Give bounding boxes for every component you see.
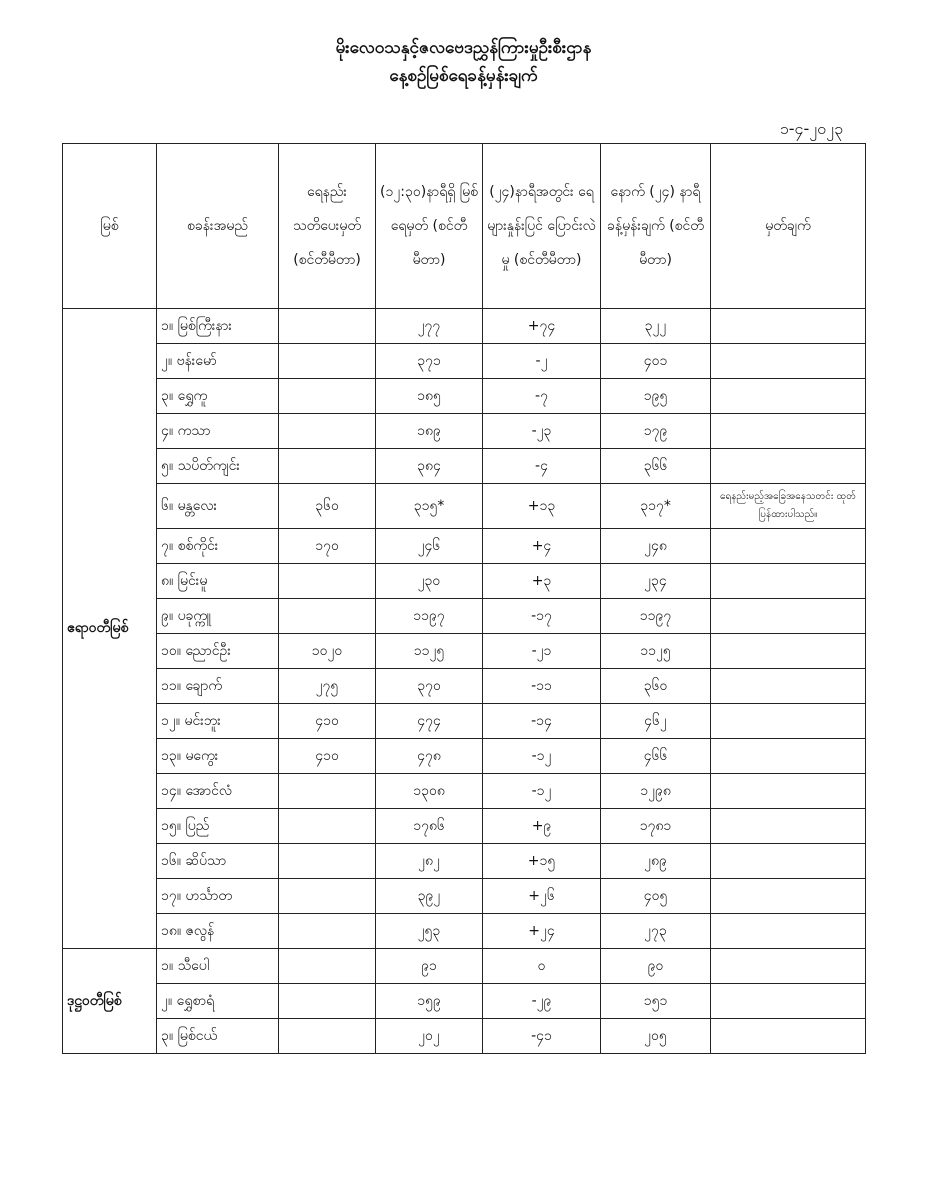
danger-cell: [279, 414, 376, 449]
level-cell: ၄၇၈: [376, 739, 483, 774]
danger-cell: [279, 309, 376, 344]
change-cell: +၉: [483, 809, 601, 844]
level-cell: ၃၇၁: [376, 344, 483, 379]
change-cell: -၁၄: [483, 704, 601, 739]
forecast-cell: ၂၈၉: [601, 844, 711, 879]
forecast-cell: ၄၀၁: [601, 344, 711, 379]
table-row: [63, 634, 866, 669]
change-cell: -၂၁: [483, 634, 601, 669]
remark-cell: [711, 414, 866, 449]
remark-cell: [711, 344, 866, 379]
station-cell: ၁။ မြစ်ကြီးနား: [157, 309, 279, 344]
change-cell: +၃: [483, 564, 601, 599]
forecast-cell: ၄၆၂: [601, 704, 711, 739]
level-cell: ၁၁၉၇: [376, 599, 483, 634]
table-row: [63, 529, 866, 564]
station-cell: ၆။ မန္တလေး: [157, 484, 279, 529]
danger-cell: [279, 774, 376, 809]
level-cell: ၃၁၅*: [376, 484, 483, 529]
remark-cell: [711, 634, 866, 669]
change-cell: -၁၂: [483, 739, 601, 774]
remark-cell: [711, 599, 866, 634]
station-cell: ၁၆။ ဆိပ်သာ: [157, 844, 279, 879]
level-cell: ၄၇၄: [376, 704, 483, 739]
remark-cell: [711, 564, 866, 599]
table-row: [63, 309, 866, 344]
change-cell: -၄၁: [483, 1019, 601, 1054]
change-cell: -၁၂: [483, 774, 601, 809]
station-cell: ၁၂။ မင်းဘူး: [157, 704, 279, 739]
forecast-cell: ၂၀၅: [601, 1019, 711, 1054]
change-cell: +၁၅: [483, 844, 601, 879]
station-cell: ၇။ စစ်ကိုင်း: [157, 529, 279, 564]
table-row: [63, 844, 866, 879]
level-cell: ၂၅၃: [376, 914, 483, 949]
change-cell: -၂: [483, 344, 601, 379]
danger-cell: ၂၇၅: [279, 669, 376, 704]
change-cell: +၂၆: [483, 879, 601, 914]
table-row: [63, 879, 866, 914]
remark-cell: [711, 844, 866, 879]
level-cell: ၂၄၆: [376, 529, 483, 564]
danger-cell: [279, 914, 376, 949]
table-row: [63, 414, 866, 449]
remark-cell: [711, 774, 866, 809]
remark-cell: [711, 704, 866, 739]
level-cell: ၁၈၉: [376, 414, 483, 449]
table-row: [63, 599, 866, 634]
station-cell: ၃။ ရွှေကူ: [157, 379, 279, 414]
report-title: နေ့စဉ်မြစ်ရေခန့်မှန်းချက်: [389, 66, 538, 86]
forecast-cell: ၂၃၄: [601, 564, 711, 599]
level-cell: ၂၇၇: [376, 309, 483, 344]
danger-cell: [279, 599, 376, 634]
forecast-cell: ၁၁၂၅: [601, 634, 711, 669]
table-row: [63, 344, 866, 379]
station-cell: ၂။ ရွှေစာရံ: [157, 984, 279, 1019]
forecast-cell: ၄၆၆: [601, 739, 711, 774]
forecast-cell: ၁၇၉: [601, 414, 711, 449]
level-cell: ၃၉၂: [376, 879, 483, 914]
level-cell: ၁၈၅: [376, 379, 483, 414]
water-level-table: [62, 143, 866, 1054]
remark-cell: [711, 1019, 866, 1054]
level-cell: ၁၇၈၆: [376, 809, 483, 844]
table-row: [63, 809, 866, 844]
level-cell: ၃၈၄: [376, 449, 483, 484]
level-cell: ၁၁၂၅: [376, 634, 483, 669]
station-cell: ၁၀။ ညောင်ဦး: [157, 634, 279, 669]
forecast-cell: ၁၁၉၇: [601, 599, 711, 634]
change-cell: -၄: [483, 449, 601, 484]
change-cell: -၇: [483, 379, 601, 414]
forecast-cell: ၁၇၈၁: [601, 809, 711, 844]
table-row: [63, 914, 866, 949]
danger-cell: [279, 984, 376, 1019]
forecast-cell: ၂၇၃: [601, 914, 711, 949]
danger-cell: [279, 379, 376, 414]
remark-cell: [711, 879, 866, 914]
col-river: မြစ်: [63, 144, 157, 309]
change-cell: -၁၇: [483, 599, 601, 634]
station-cell: ၅။ သပိတ်ကျင်း: [157, 449, 279, 484]
danger-cell: [279, 844, 376, 879]
danger-cell: ၁၀၂၀: [279, 634, 376, 669]
danger-cell: [279, 564, 376, 599]
table-header-row: [63, 144, 866, 309]
forecast-cell: ၃၆၆: [601, 449, 711, 484]
table-row: [63, 739, 866, 774]
change-cell: +၇၄: [483, 309, 601, 344]
remark-cell: [711, 809, 866, 844]
station-cell: ၃။ မြစ်ငယ်: [157, 1019, 279, 1054]
table-body: [63, 309, 866, 1054]
danger-cell: [279, 949, 376, 984]
document-header: [0, 34, 927, 90]
table-row: [63, 704, 866, 739]
remark-cell: [711, 309, 866, 344]
remark-cell: [711, 379, 866, 414]
table-row: [63, 449, 866, 484]
report-date: ၁-၄-၂၀၂၃: [779, 119, 843, 138]
danger-cell: [279, 449, 376, 484]
table-row: [63, 379, 866, 414]
danger-cell: ၁၇၀: [279, 529, 376, 564]
level-cell: ၁၅၉: [376, 984, 483, 1019]
remark-cell: ရေနည်းမည့်အခြေအနေသတင်း ထုတ်ပြန်ထားပါသည်။: [711, 484, 866, 529]
table-row: [63, 484, 866, 529]
river-name-cell: ဒုဋ္ဌဝတီမြစ်: [63, 949, 157, 1054]
station-cell: ၉။ ပခုက္ကူ: [157, 599, 279, 634]
forecast-cell: ၃၂၂: [601, 309, 711, 344]
danger-cell: [279, 809, 376, 844]
forecast-cell: ၁၉၅: [601, 379, 711, 414]
station-cell: ၈။ မြင်းမူ: [157, 564, 279, 599]
table-row: [63, 564, 866, 599]
table-row: [63, 949, 866, 984]
table-row: [63, 774, 866, 809]
remark-cell: [711, 669, 866, 704]
forecast-cell: ၁၂၉၈: [601, 774, 711, 809]
station-cell: ၁၄။ အောင်လံ: [157, 774, 279, 809]
col-station: စခန်းအမည်: [157, 144, 279, 309]
station-cell: ၁၃။ မကွေး: [157, 739, 279, 774]
station-cell: ၁၇။ ဟင်္သာတ: [157, 879, 279, 914]
change-cell: -၁၁: [483, 669, 601, 704]
remark-cell: [711, 984, 866, 1019]
col-forecast: နောက် (၂၄) နာရီ ခန့်မှန်းချက် (စင်တီမီတာ): [601, 144, 711, 309]
danger-cell: ၄၁၀: [279, 739, 376, 774]
change-cell: +၄: [483, 529, 601, 564]
station-cell: ၁၅။ ပြည်: [157, 809, 279, 844]
change-cell: +၁၃: [483, 484, 601, 529]
remark-cell: [711, 529, 866, 564]
station-cell: ၁၈။ ဇလွန်: [157, 914, 279, 949]
forecast-cell: ၁၅၁: [601, 984, 711, 1019]
level-cell: ၂၃၀: [376, 564, 483, 599]
table-row: [63, 1019, 866, 1054]
table-row: [63, 984, 866, 1019]
danger-cell: [279, 1019, 376, 1054]
department-title: မိုးလေဝသနှင့်ဇလဗေဒညွှန်ကြားမှုဦးစီးဌာန: [335, 38, 592, 58]
change-cell: -၂၉: [483, 984, 601, 1019]
station-cell: ၄။ ကသာ: [157, 414, 279, 449]
level-cell: ၂၀၂: [376, 1019, 483, 1054]
forecast-cell: ၄၀၅: [601, 879, 711, 914]
forecast-cell: ၃၆၀: [601, 669, 711, 704]
level-cell: ၉၁: [376, 949, 483, 984]
table-row: [63, 669, 866, 704]
col-change: (၂၄)နာရီအတွင်း ရေများနှုန်းပြင် ပြောင်းလဲမှု (စင်တီမီတာ): [483, 144, 601, 309]
remark-cell: [711, 449, 866, 484]
change-cell: -၂၃: [483, 414, 601, 449]
forecast-cell: ၃၁၇*: [601, 484, 711, 529]
station-cell: ၁၁။ ချောက်: [157, 669, 279, 704]
level-cell: ၃၇၀: [376, 669, 483, 704]
danger-cell: [279, 879, 376, 914]
remark-cell: [711, 949, 866, 984]
col-danger-level: ရေနည်း သတိပေးမှတ် (စင်တီမီတာ): [279, 144, 376, 309]
col-remark: မှတ်ချက်: [711, 144, 866, 309]
level-cell: ၂၈၂: [376, 844, 483, 879]
forecast-cell: ၂၄၈: [601, 529, 711, 564]
river-name-cell: ဧရာဝတီမြစ်: [63, 309, 157, 949]
change-cell: ၀: [483, 949, 601, 984]
change-cell: +၂၄: [483, 914, 601, 949]
col-current-level: (၁၂:၃၀)နာရီရှိ မြစ်ရေမှတ် (စင်တီမီတာ): [376, 144, 483, 309]
level-cell: ၁၃၀၈: [376, 774, 483, 809]
station-cell: ၂။ ဗန်းမော်: [157, 344, 279, 379]
danger-cell: ၄၁၀: [279, 704, 376, 739]
station-cell: ၁။ သီပေါ: [157, 949, 279, 984]
danger-cell: ၃၆၀: [279, 484, 376, 529]
forecast-cell: ၉၀: [601, 949, 711, 984]
remark-cell: [711, 914, 866, 949]
danger-cell: [279, 344, 376, 379]
remark-cell: [711, 739, 866, 774]
